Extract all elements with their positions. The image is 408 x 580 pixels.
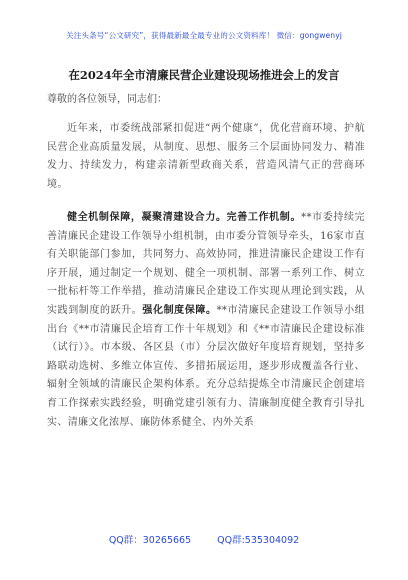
section-heading: 健全机制保障，凝聚清建设合力。完善工作机制。 [67, 212, 302, 223]
qq-group-1: QQ群：30265665 [108, 535, 192, 546]
paragraph-intro: 近年来，市委统战部紧扣促进“两个健康”，优化营商环境、护航民营企业高质量发展，从制度、思想、服务三个层面协同发力、精准发力、持续发力，构建亲清新型政商关系，营造风清气正的营商环境。 [47, 123, 365, 190]
paragraph-mechanism-text: **市委持续完善清廉民企建设工作领导小组机制，由市委分管领导牵头，16家市直有关职能部门参加，共同努力、高效协同，推进清廉民企建设工作有序开展，通过制定一个规划、健全一项机制、部署一系列工作、树立一批标杆等工作举措，推动清廉民企建设工作实现从理论到实践，从实践到制度的跃升。 [47, 212, 365, 316]
paragraph-system-text: **市清廉民企建设工作领导小组出台《**市清廉民企培育工作十年规划》和《**市清廉民企建设标准（试行）》。市本级、各区县（市）分层次做好年度培育规划，坚持多路联动选树、多维立体宣传、多措拓展运用，逐步形成覆盖各行业、辐射全领域的清廉民企架构体系。充分总结提炼全市清廉民企创建培育工作探索实践经验，明确党建引领有力、清廉制度健全教育引导扎实、清廉文化浓厚、廉防体系健全、内外关系 [47, 304, 366, 428]
greeting: 尊敬的各位领导，同志们： [47, 94, 167, 105]
document-title: 在2024年全市清廉民营企业建设现场推进会上的发言 [68, 68, 340, 82]
footer-bar [0, 532, 408, 546]
paragraph-mechanism [47, 209, 365, 432]
top-banner: 关注头条号“公文研究”，获得最新最全最专业的公文资料库！ 微信：gongwenyj [66, 31, 342, 40]
qq-group-2: QQ群:535304092 [217, 535, 300, 546]
sub-heading: 强化制度保障。 [142, 304, 217, 316]
